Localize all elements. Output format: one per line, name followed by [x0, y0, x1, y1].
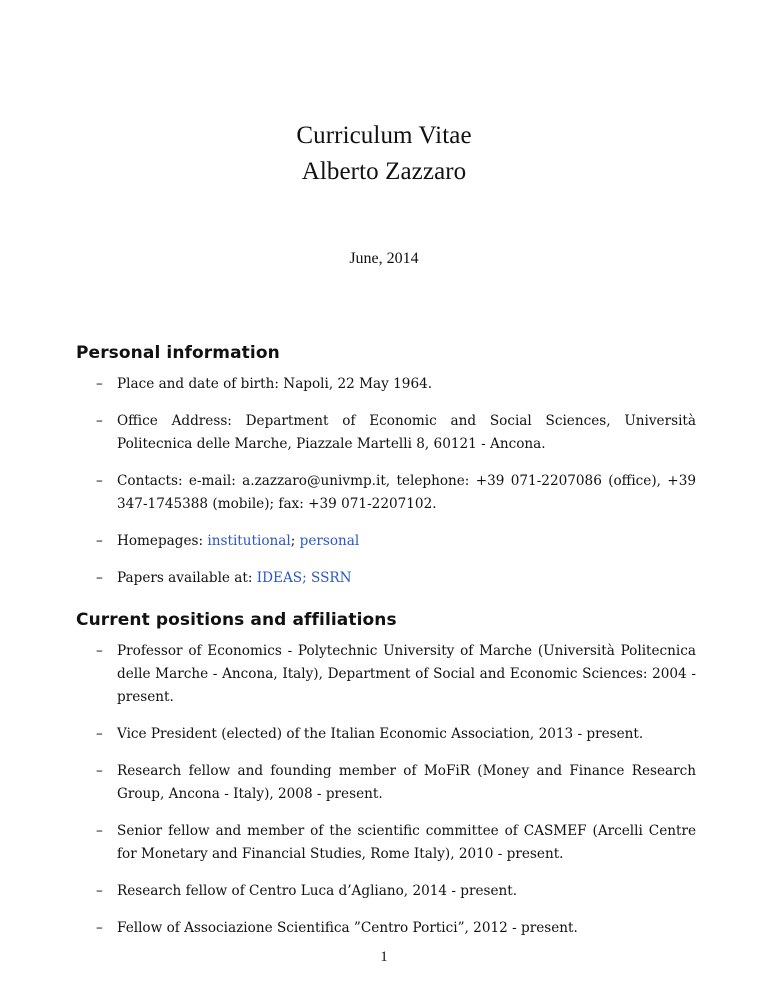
dash-marker: – [96, 570, 103, 586]
link-institutional[interactable]: institutional [207, 533, 291, 549]
dash-marker: – [96, 920, 103, 936]
dash-marker: – [96, 883, 103, 899]
list-item [96, 410, 696, 456]
list-item [96, 917, 696, 940]
document-date: June, 2014 [349, 250, 419, 267]
list-item [96, 723, 696, 746]
position-text: Professor of Economics - Polytechnic University of Marche (Università Politecnica delle Marche - Ancona, Italy), Department of Social and Economic Sciences: 2004 - present. [117, 643, 696, 705]
personal-info-list [96, 373, 696, 590]
homepages-separator: ; [290, 533, 300, 549]
section-heading-positions: Current positions and affiliations [76, 610, 397, 630]
dash-marker: – [96, 533, 103, 549]
list-item [96, 880, 696, 903]
list-item [96, 373, 696, 396]
list-item [96, 567, 696, 590]
dash-marker: – [96, 643, 103, 659]
list-item [96, 640, 696, 709]
document-title [0, 118, 768, 190]
title-line-cv: Curriculum Vitae [296, 122, 472, 149]
dash-marker: – [96, 413, 103, 429]
list-item [96, 530, 696, 553]
papers-label: Papers available at: [117, 570, 257, 586]
contacts-text: Contacts: e-mail: a.zazzaro@univmp.it, telephone: +39 071-2207086 (office), +39 347-1745388 (mobile); fax: +39 071-2207102. [117, 473, 696, 512]
link-ssrn[interactable]: SSRN [311, 570, 352, 586]
position-text: Fellow of Associazione Scientifica ”Centro Portici”, 2012 - present. [117, 920, 578, 936]
dash-marker: – [96, 473, 103, 489]
link-ideas[interactable]: IDEAS [256, 570, 303, 586]
position-text: Vice President (elected) of the Italian Economic Association, 2013 - present. [117, 726, 644, 742]
page-number: 1 [380, 949, 388, 965]
positions-list [96, 640, 696, 940]
homepages-label: Homepages: [117, 533, 208, 549]
list-item [96, 760, 696, 806]
list-item [96, 470, 696, 516]
link-personal[interactable]: personal [299, 533, 360, 549]
dash-marker: – [96, 763, 103, 779]
list-item [96, 820, 696, 866]
position-text: Senior fellow and member of the scientific committee of CASMEF (Arcelli Centre for Monetary and Financial Studies, Rome Italy), 2010 - present. [117, 823, 696, 862]
dash-marker: – [96, 726, 103, 742]
birth-text: Place and date of birth: Napoli, 22 May 1964. [117, 376, 433, 392]
section-heading-personal: Personal information [76, 343, 280, 363]
dash-marker: – [96, 376, 103, 392]
position-text: Research fellow and founding member of MoFiR (Money and Finance Research Group, Ancona - Italy), 2008 - present. [117, 763, 696, 802]
dash-marker: – [96, 823, 103, 839]
office-address-text: Office Address: Department of Economic and Social Sciences, Università Politecnica delle Marche, Piazzale Martelli 8, 60121 - Ancona. [117, 413, 696, 452]
papers-separator: ; [302, 570, 311, 586]
position-text: Research fellow of Centro Luca d’Agliano, 2014 - present. [117, 883, 518, 899]
title-line-name: Alberto Zazzaro [301, 158, 467, 185]
